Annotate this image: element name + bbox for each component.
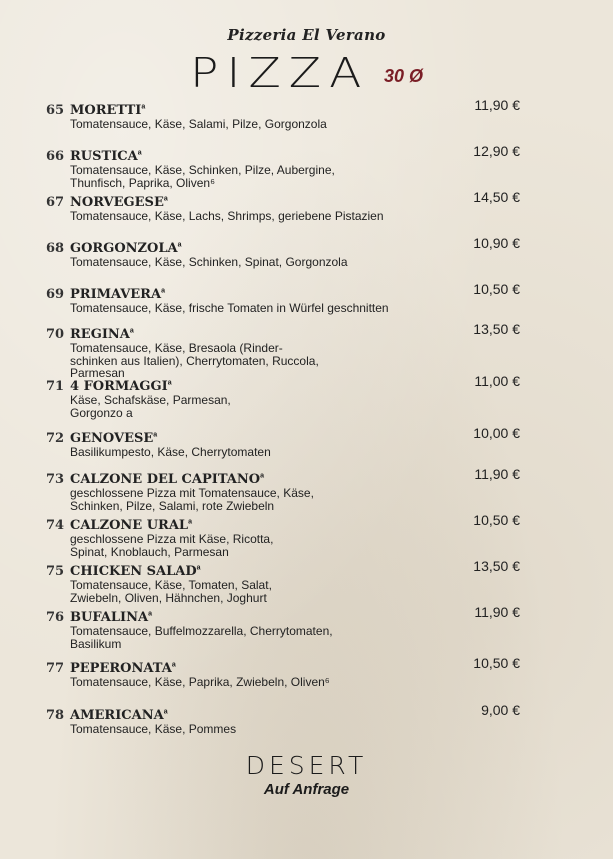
item-name: PRIMAVERA$^a$: [70, 287, 165, 302]
item-name: CALZONE DEL CAPITANO$^a$: [70, 472, 265, 487]
item-name: GENOVESE$^a$: [70, 431, 158, 446]
item-number: 75: [46, 564, 65, 579]
item-number: 71: [46, 379, 65, 394]
item-number: 72: [46, 431, 65, 446]
item-number: 67: [46, 195, 65, 210]
item-number: 66: [46, 149, 65, 164]
item-price: 11,90 €: [474, 466, 520, 482]
item-description: geschlossene Pizza mit Käse, Ricotta, Spinat, Knoblauch, Parmesan: [70, 532, 274, 559]
item-description: Tomatensauce, Käse, Salami, Pilze, Gorgonzola: [70, 117, 327, 131]
item-name: BUFALINA$^a$: [70, 610, 152, 625]
item-name: CHICKEN SALAD$^a$: [70, 564, 201, 579]
section-title-dessert: DESERT: [245, 751, 368, 780]
item-number: 65: [46, 103, 65, 118]
item-description: geschlossene Pizza mit Tomatensauce, Käse, Schinken, Pilze, Salami, rote Zwiebeln: [70, 486, 314, 513]
item-price: 10,50 €: [473, 655, 520, 671]
item-price: 10,50 €: [473, 281, 520, 297]
item-price: 14,50 €: [473, 189, 520, 205]
item-description: Käse, Schafskäse, Parmesan, Gorgonzo a: [70, 393, 231, 420]
item-description: Tomatensauce, Käse, Paprika, Zwiebeln, Oliven⁶: [70, 675, 330, 689]
item-number: 76: [46, 610, 65, 625]
item-price: 13,50 €: [473, 321, 520, 337]
item-price: 11,90 €: [474, 604, 520, 620]
item-name: RUSTICA$^a$: [70, 149, 142, 164]
item-name: NORVEGESE$^a$: [70, 195, 168, 210]
item-price: 11,90 €: [474, 97, 520, 113]
item-name: PEPERONATA$^a$: [70, 661, 176, 676]
item-name: CALZONE URAL$^a$: [70, 518, 192, 533]
item-price: 13,50 €: [473, 558, 520, 574]
restaurant-name: Pizzeria El Verano: [227, 26, 386, 44]
item-number: 69: [46, 287, 65, 302]
item-price: 9,00 €: [481, 702, 520, 718]
item-description: Tomatensauce, Käse, Lachs, Shrimps, geriebene Pistazien: [70, 209, 384, 223]
item-description: Tomatensauce, Käse, Schinken, Spinat, Gorgonzola: [70, 255, 348, 269]
section-title-pizza: PIZZA: [190, 49, 370, 97]
item-price: 10,00 €: [473, 425, 520, 441]
item-number: 73: [46, 472, 65, 487]
item-name: REGINA$^a$: [70, 327, 134, 342]
item-number: 78: [46, 708, 65, 723]
item-description: Tomatensauce, Käse, Pommes: [70, 722, 237, 736]
item-number: 74: [46, 518, 65, 533]
item-name: AMERICANA$^a$: [70, 708, 168, 723]
item-description: Tomatensauce, Käse, Schinken, Pilze, Aubergine, Thunfisch, Paprika, Oliven⁶: [70, 163, 335, 190]
item-price: 11,00 €: [474, 373, 520, 389]
item-description: Tomatensauce, Buffelmozzarella, Cherrytomaten, Basilikum: [70, 624, 333, 651]
item-name: MORETTI$^a$: [70, 103, 146, 118]
item-description: Basilikumpesto, Käse, Cherrytomaten: [70, 445, 271, 459]
item-number: 77: [46, 661, 65, 676]
item-number: 68: [46, 241, 65, 256]
item-price: 12,90 €: [473, 143, 520, 159]
item-description: Tomatensauce, Käse, Bresaola (Rinder-schinken aus Italien), Cherrytomaten, Ruccola, Parmesan: [70, 341, 319, 380]
item-name: 4 FORMAGGI$^a$: [70, 379, 172, 394]
dessert-note: Auf Anfrage: [263, 781, 350, 798]
item-price: 10,90 €: [473, 235, 520, 251]
item-number: 70: [46, 327, 65, 342]
pizza-size: 30 Ø: [384, 66, 424, 86]
item-price: 10,50 €: [473, 512, 520, 528]
item-description: Tomatensauce, Käse, frische Tomaten in Würfel geschnitten: [70, 301, 389, 315]
item-description: Tomatensauce, Käse, Tomaten, Salat, Zwiebeln, Oliven, Hähnchen, Joghurt: [70, 578, 272, 605]
item-name: GORGONZOLA$^a$: [70, 241, 182, 256]
